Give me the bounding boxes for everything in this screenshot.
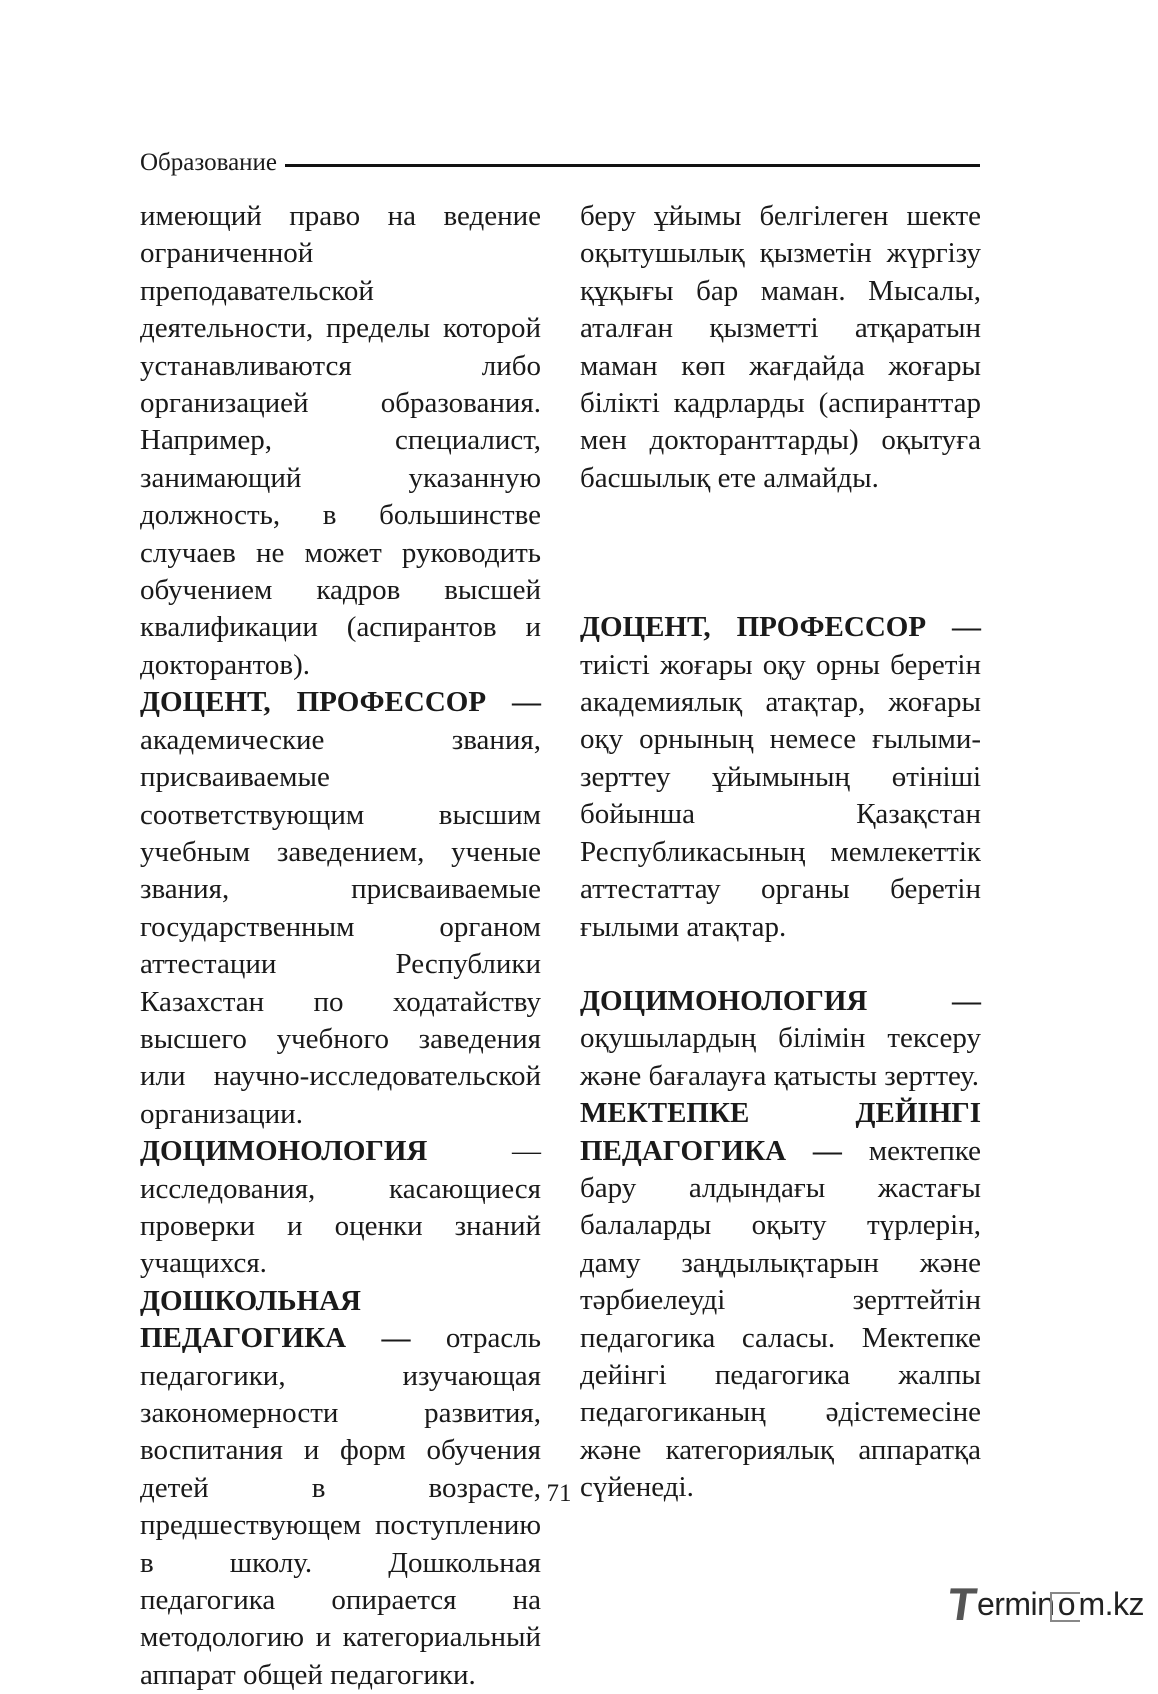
logo-mark-icon: T <box>944 1578 980 1630</box>
entry-preschool-pedagogy <box>580 1095 981 1506</box>
logo-text: ermin <box>976 1585 1055 1622</box>
logo-bracket-o: o <box>1054 1586 1078 1623</box>
continuation-text: беру ұйымы белгілеген шекте оқытушылық қызметін жүргізу құқығы бар маман. Мысалы, аталған қызметті атқаратын маман көп жағдайда жоғары білікті кадрларды (аспиранттар мен докторанттарды) оқытуға басшылық ете алмайды. <box>580 200 981 494</box>
continuation-text: имеющий право на ведение ограниченной преподавательской деятельности, пределы которой устанавливаются либо организацией образования. Например, специалист, занимающий указанную должность, в большинстве случаев не может руководить обучением кадров высшей квалификации (аспирантов и докторантов). <box>140 200 541 681</box>
entry-term: ДОЦИМОНОЛОГИЯ <box>140 1135 428 1168</box>
entry-docimonology <box>140 1133 541 1283</box>
entry-definition: отрасль педагогики, изучающая закономерности развития, воспитания и форм обучения детей в возрасте, предшествующем поступлению в школу. Дошкольная педагогика опирается на методологию и категориальный аппарат общей педагогики. <box>140 1322 541 1691</box>
entry-docimonology <box>580 983 981 1095</box>
column-spacer <box>580 946 981 983</box>
page-number: 71 <box>546 1480 572 1507</box>
entry-definition: мектепке бару алдындағы жастағы балаларды оқыту түрлерін, даму заңдылықтарын және тәрбиелеуді зерттейтін педагогика саласы. Мектепке дейінгі педагогика жалпы педагогиканың әдістемесіне және категориялық аппаратқа сүйенеді. <box>580 1134 982 1504</box>
right-column-kazakh <box>580 198 981 1507</box>
running-header <box>140 146 980 180</box>
entry-term: ДОЦИМОНОЛОГИЯ — <box>580 984 981 1017</box>
entry-term: МЕКТЕПКЕ ДЕЙІНГІ ПЕДАГОГИКА — <box>580 1097 981 1167</box>
header-title: Образование <box>140 149 278 176</box>
header-rule <box>285 164 980 167</box>
entry-definition: оқушылардың білімін тексеру және бағалауға қатысты зерттеу. <box>580 1022 981 1092</box>
left-column-russian <box>140 198 541 1694</box>
entry-term: ДОЦЕНТ, ПРОФЕССОР — <box>140 686 541 719</box>
entry-docent-professor <box>580 609 981 946</box>
column-spacer <box>580 497 981 609</box>
logo-text-tail: m.kz <box>1078 1585 1144 1622</box>
entry-term: ДОШКОЛЬНАЯ ПЕДАГОГИКА — <box>140 1284 411 1355</box>
termincom-logo[interactable] <box>944 1578 1144 1630</box>
entry-definition: — исследования, касающиеся проверки и оценки знаний учащихся. <box>140 1135 541 1280</box>
entry-docent-professor <box>140 684 541 1133</box>
entry-definition: тиісті жоғары оқу орны беретін академиялық атақтар, жоғары оқу орнының немесе ғылыми-зерттеу ұйымының өтініші бойынша Қазақстан Республикасының мемлекеттік аттестаттау органы беретін ғылыми атақтар. <box>580 648 981 943</box>
entry-definition: академические звания, присваиваемые соответствующим высшим учебным заведением, ученые звания, присваиваемые государственным органом аттестации Республики Казахстан по ходатайству высшего учебного заведения или научно-исследовательской организации. <box>140 723 541 1130</box>
entry-term: ДОЦЕНТ, ПРОФЕССОР — <box>580 611 981 644</box>
